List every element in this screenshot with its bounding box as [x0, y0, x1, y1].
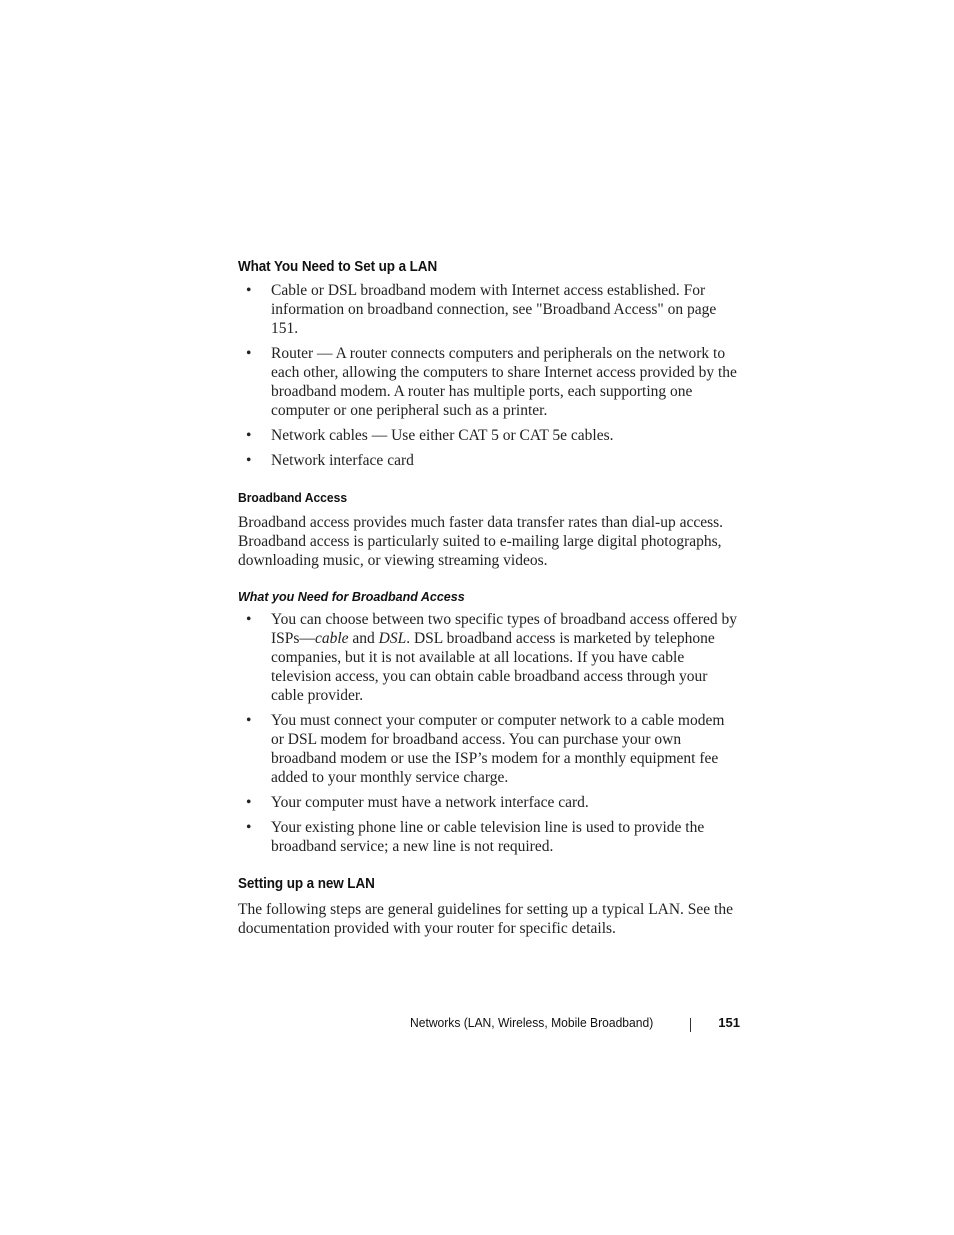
list-item: • Router — A router connects computers and peripherals on the network to each other, allowing the computers to share Internet access provided by the broadband modem. A router has multiple ports, each supporting one computer or one peripheral such as a printer. — [246, 345, 737, 419]
broadband-needs-list — [238, 610, 738, 856]
bullet-icon: • — [246, 712, 252, 729]
section-heading-lan: What You Need to Set up a LAN — [238, 259, 438, 275]
bullet-icon: • — [246, 452, 252, 469]
setup-lan-paragraph: The following steps are general guidelines for setting up a typical LAN. See the documentation provided with your router for specific details. — [238, 901, 733, 937]
footer-chapter-title: Networks (LAN, Wireless, Mobile Broadband) — [410, 1015, 654, 1030]
bullet-icon: • — [246, 794, 252, 811]
section-heading-setup-lan: Setting up a new LAN — [238, 876, 375, 892]
bullet-icon: • — [246, 819, 252, 836]
page-number: 151 — [718, 1015, 740, 1030]
page-content — [238, 259, 738, 938]
list-item: • You can choose between two specific types of broadband access offered by ISPs—cable and DSL. DSL broadband access is marketed by telephone companies, but it is not available at all locations. If you have cable television access, you can obtain cable broadband access through your cable provider. — [246, 611, 737, 704]
bullet-icon: • — [246, 611, 252, 628]
section-heading-broadband-needs: What you Need for Broadband Access — [238, 590, 465, 604]
bullet-icon: • — [246, 282, 252, 299]
list-item: • Your computer must have a network interface card. — [246, 794, 589, 811]
list-item: • Network cables — Use either CAT 5 or CAT 5e cables. — [246, 427, 614, 444]
page-footer — [410, 1015, 740, 1035]
lan-requirements-list — [238, 281, 738, 470]
bullet-icon: • — [246, 427, 252, 444]
list-item: • Network interface card — [246, 452, 414, 469]
bullet-icon: • — [246, 345, 252, 362]
footer-divider — [690, 1018, 691, 1032]
list-item: • You must connect your computer or computer network to a cable modem or DSL modem for broadband access. You can purchase your own broadband modem or use the ISP’s modem for a monthly equipment fee added to your monthly service charge. — [246, 712, 725, 786]
broadband-paragraph: Broadband access provides much faster data transfer rates than dial-up access. Broadband access is particularly suited to e-mailing large digital photographs, downloading music, or viewing streaming videos. — [238, 514, 724, 569]
section-heading-broadband: Broadband Access — [238, 490, 348, 505]
list-item: • Cable or DSL broadband modem with Internet access established. For information on broadband connection, see "Broadband Access" on page 151. — [246, 282, 717, 337]
list-item: • Your existing phone line or cable television line is used to provide the broadband service; a new line is not required. — [246, 819, 705, 855]
